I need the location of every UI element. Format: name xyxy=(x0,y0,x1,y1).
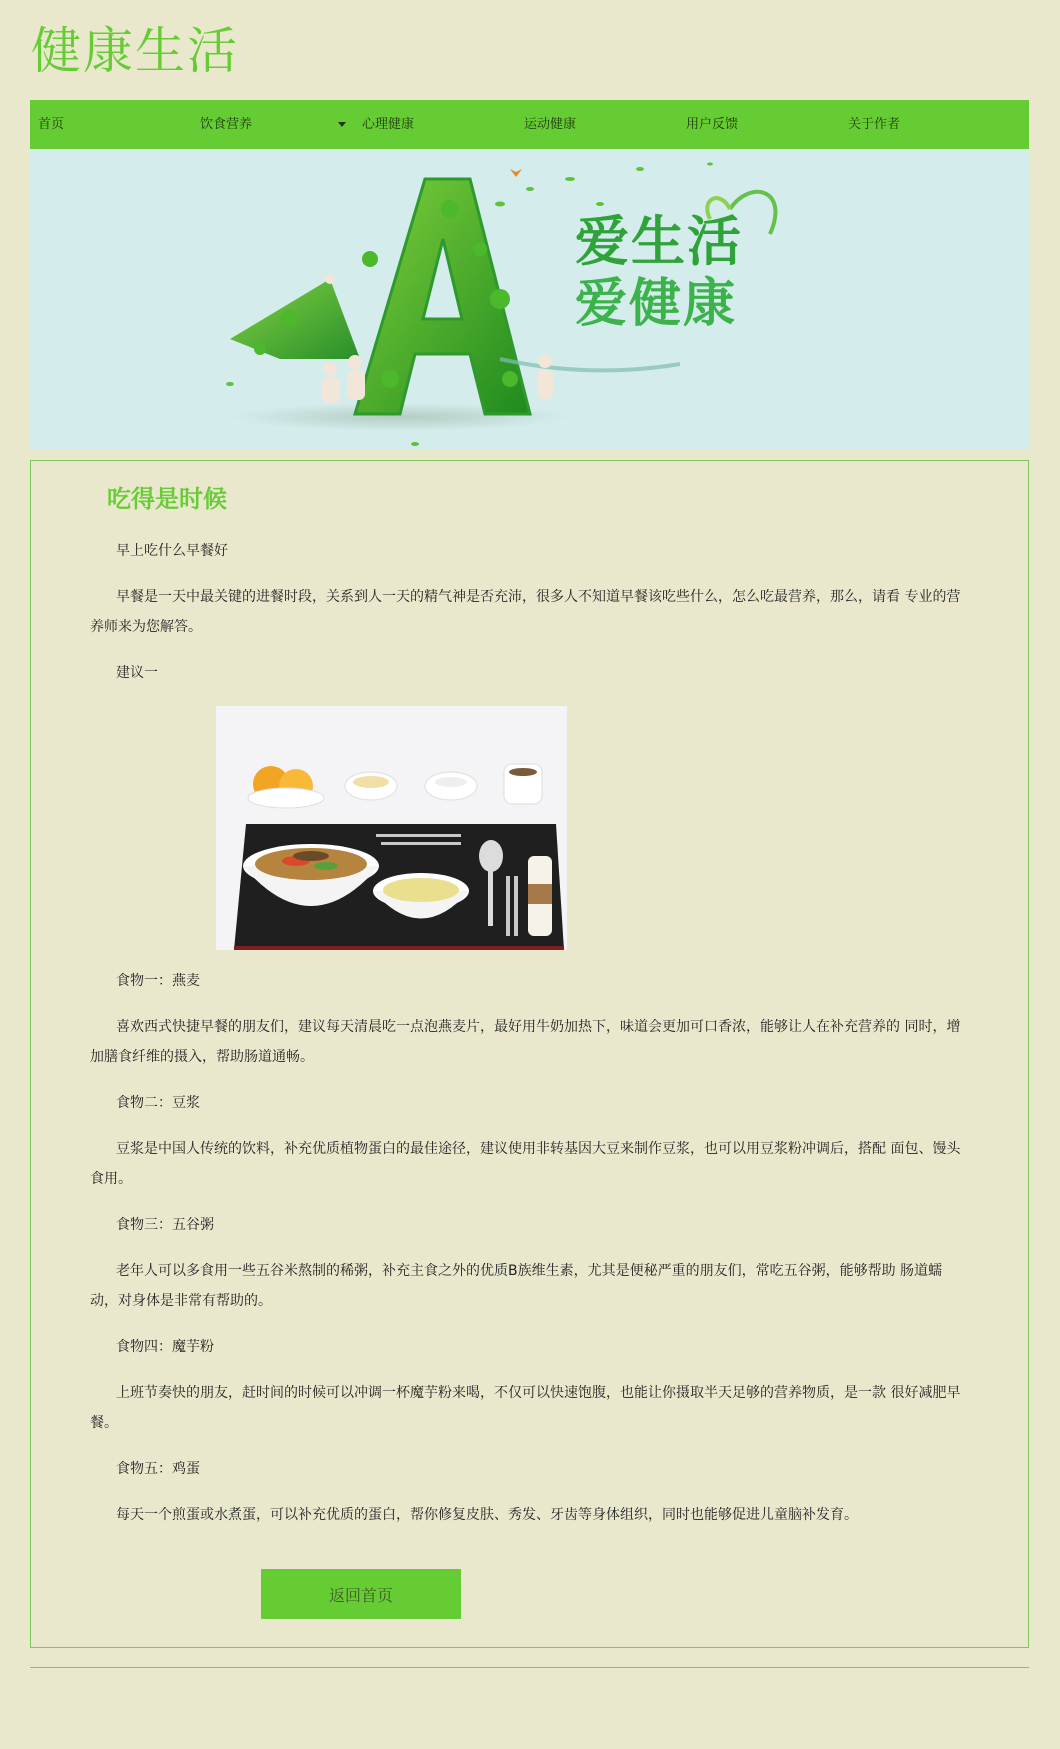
back-home-button[interactable]: 返回首页 xyxy=(261,1569,461,1619)
banner-illustration xyxy=(30,149,1029,450)
caret-down-icon[interactable] xyxy=(338,122,346,127)
nav-item-diet-nutrition[interactable]: 饮食营养 xyxy=(200,117,253,132)
food-4-description: 上班节奏快的朋友，赶时间的时候可以冲调一杯魔芋粉来喝，不仅可以快速饱腹，也能让你摄取半天足够的营养物质，是一款 很好减肥早餐。 xyxy=(90,1385,961,1431)
food-1-title: 食物一：燕麦 xyxy=(116,973,200,989)
food-3-description: 老年人可以多食用一些五谷米熬制的稀粥，补充主食之外的优质B族维生素，尤其是便秘严重的朋友们，常吃五谷粥，能够帮助 肠道蠕动，对身体是非常有帮助的。 xyxy=(90,1263,943,1309)
nav-item-mental-health[interactable]: 心理健康 xyxy=(362,117,415,132)
paragraph-intro: 早餐是一天中最关键的进餐时段，关系到人一天的精气神是否充沛，很多人不知道早餐该吃些什么，怎么吃最营养，那么，请看 专业的营养师来为您解答。 xyxy=(90,589,961,635)
nav-item-exercise-health[interactable]: 运动健康 xyxy=(524,117,577,132)
food-2-description: 豆浆是中国人传统的饮料，补充优质植物蛋白的最佳途径，建议使用非转基因大豆来制作豆浆，也可以用豆浆粉冲调后，搭配 面包、馒头食用。 xyxy=(90,1141,961,1187)
food-5-title: 食物五：鸡蛋 xyxy=(116,1461,200,1477)
footer-divider xyxy=(30,1667,1029,1668)
food-3-title: 食物三：五谷粥 xyxy=(116,1217,214,1233)
food-1-description: 喜欢西式快捷早餐的朋友们，建议每天清晨吃一点泡燕麦片，最好用牛奶加热下，味道会更加可口香浓，能够让人在补充营养的 同时，增加膳食纤维的摄入，帮助肠道通畅。 xyxy=(90,1019,961,1065)
paragraph-suggestion: 建议一 xyxy=(116,665,158,681)
banner-slogan-line2: 爱健康 xyxy=(575,273,738,334)
main-navbar xyxy=(30,100,1029,149)
paragraph-question: 早上吃什么早餐好 xyxy=(116,543,228,559)
nav-item-user-feedback[interactable]: 用户反馈 xyxy=(686,117,739,132)
nav-item-home[interactable]: 首页 xyxy=(38,117,65,132)
food-2-title: 食物二：豆浆 xyxy=(116,1095,200,1111)
article-title: 吃得是时候 xyxy=(107,484,227,513)
food-5-description: 每天一个煎蛋或水煮蛋，可以补充优质的蛋白，帮你修复皮肤、秀发、牙齿等身体组织，同时也能够促进儿童脑补发育。 xyxy=(116,1507,858,1523)
site-title: 健康生活 xyxy=(31,22,239,80)
hero-banner xyxy=(30,149,1029,450)
banner-slogan-line1: 爱生活 xyxy=(575,209,743,273)
nav-item-about-author[interactable]: 关于作者 xyxy=(848,117,901,132)
breakfast-image xyxy=(216,706,567,950)
food-4-title: 食物四：魔芋粉 xyxy=(116,1339,214,1355)
